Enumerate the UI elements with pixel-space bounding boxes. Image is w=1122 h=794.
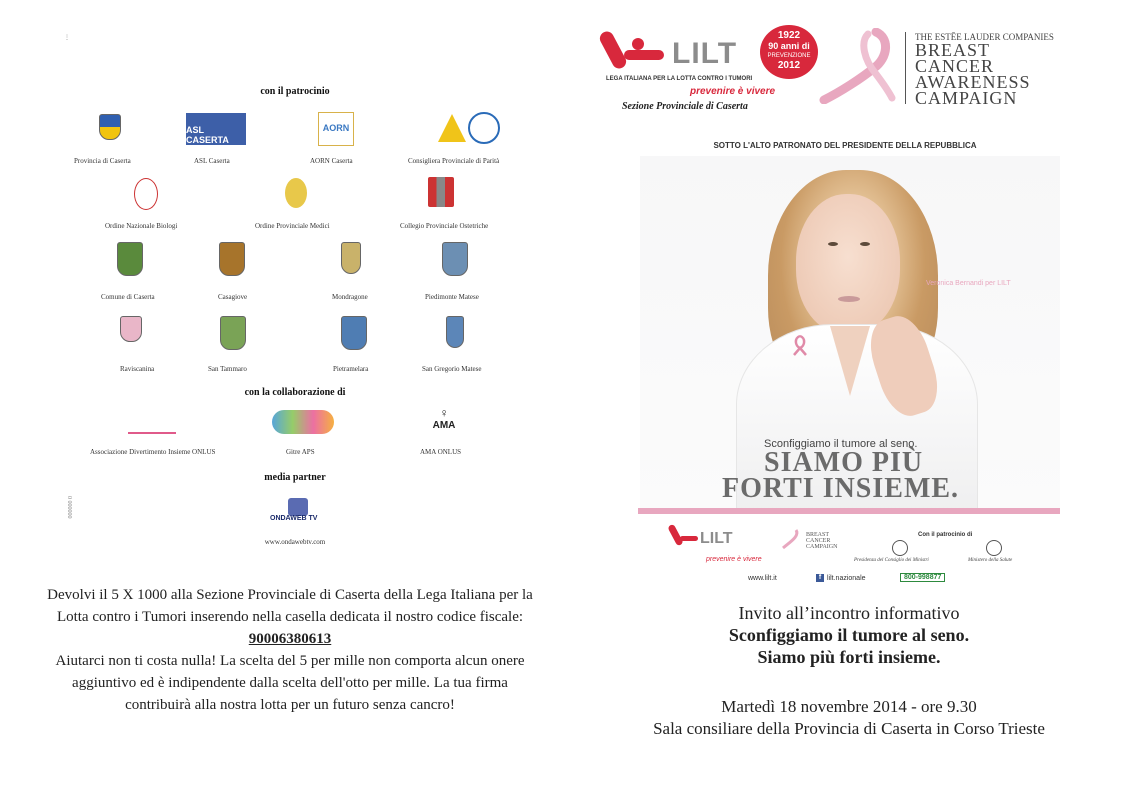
- ministry-label: Ministero della Salute: [968, 558, 1013, 563]
- tv-icon: [288, 498, 308, 516]
- scan-mark: 0 000000: [66, 496, 72, 519]
- patron-label: Ordine Nazionale Biologi: [105, 222, 178, 230]
- invitation-block: [610, 602, 1088, 668]
- ministry-label: Presidenza del Consiglio dei Ministri: [854, 558, 929, 563]
- person-icon: ♀: [439, 406, 449, 420]
- patronage-heading: con il patrocinio: [260, 86, 330, 97]
- patron-label: San Tammaro: [208, 365, 247, 373]
- gitre-aps-logo: [272, 410, 334, 434]
- patron-label: Pietramelara: [333, 365, 369, 373]
- donation-line: aggiuntivo ed è indipendente dalla scelta dell'otto per mille. La tua firma: [72, 675, 508, 691]
- republic-emblem-icon: [468, 112, 500, 144]
- san-tammaro-crest-icon: [220, 316, 246, 350]
- patron-label: Mondragone: [332, 293, 368, 301]
- lilt-footer-wordmark: LILT: [700, 530, 733, 547]
- portrait-face: [796, 194, 900, 334]
- campaign-title: BREAST CANCER AWARENESS CAMPAIGN: [915, 40, 1031, 108]
- donation-line: Devolvi il 5 X 1000 alla Sezione Provinciale di Caserta della Lega Italiana per la: [47, 587, 533, 603]
- facebook-page: lilt.nazionale: [827, 575, 866, 582]
- donation-text: [10, 584, 570, 716]
- patron-label: Provincia di Caserta: [74, 157, 131, 165]
- lilt-section: Sezione Provinciale di Caserta: [622, 101, 748, 112]
- patron-label: Ordine Provinciale Medici: [255, 222, 330, 230]
- collaborator-label: Associazione Divertimento Insieme ONLUS: [90, 448, 216, 456]
- media-url: www.ondawebtv.com: [264, 538, 326, 546]
- event-date: Martedì 18 novembre 2014 - ore 9.30: [721, 697, 977, 716]
- event-place: Sala consiliare della Provincia di Caserta in Corso Trieste: [653, 719, 1045, 738]
- caserta-crest-icon: [117, 242, 143, 276]
- toll-free-number: 800-998877: [900, 573, 945, 582]
- lilt-subtitle: LEGA ITALIANA PER LA LOTTA CONTRO I TUMORI: [606, 76, 753, 82]
- parity-warning-icon: [438, 114, 466, 142]
- invite-title: Invito all’incontro informativo: [738, 603, 960, 623]
- scan-mark: ⋮: [64, 35, 70, 41]
- lilt-footer-slogan: prevenire è vivere: [706, 556, 762, 563]
- lilt-wordmark: LILT: [672, 37, 738, 70]
- pink-ribbon-icon: [818, 28, 896, 104]
- lilt-website: www.lilt.it: [748, 575, 777, 582]
- donation-line: Lotta contro i Tumori inserendo nella casella dedicata il nostro codice fiscale:: [56, 609, 524, 625]
- fiscal-code: 90006380613: [248, 631, 332, 647]
- patron-label: AORN Caserta: [310, 157, 353, 165]
- casagiove-crest-icon: [219, 242, 245, 276]
- pietramelara-crest-icon: [341, 316, 367, 350]
- patron-label: Comune di Caserta: [101, 293, 155, 301]
- collaborator-label: AMA ONLUS: [420, 448, 462, 456]
- donation-line: contribuirà alla nostra lotta per un futuro senza cancro!: [125, 697, 455, 713]
- ostetriche-logo-icon: [428, 177, 454, 207]
- invite-subtitle: Sconfiggiamo il tumore al seno.: [728, 625, 970, 645]
- ribbon-footer-icon: [780, 528, 802, 550]
- media-partner-heading: media partner: [264, 472, 326, 483]
- event-details: [610, 696, 1088, 740]
- patron-label: Casagiove: [218, 293, 248, 301]
- lilt-footer-figure-icon: [672, 522, 696, 548]
- patron-label: San Gregorio Matese: [422, 365, 482, 373]
- patron-label: Raviscanina: [120, 365, 155, 373]
- footer-patronage-label: Con il patrocinio di: [918, 532, 973, 538]
- campaign-poster: [640, 156, 1060, 512]
- divertimento-insieme-logo: [128, 410, 176, 434]
- collaboration-heading: con la collaborazione di: [244, 387, 346, 398]
- patron-label: Collegio Provinciale Ostetriche: [400, 222, 489, 230]
- ama-onlus-logo: ♀ AMA: [424, 406, 464, 431]
- raviscanina-crest-icon: [120, 316, 142, 342]
- portrait-eye: [860, 242, 870, 246]
- pink-band: [638, 508, 1060, 514]
- aorn-caserta-logo: AORN: [318, 112, 354, 146]
- donation-line: Aiutarci non ti costa nulla! La scelta del 5 per mille non comporta alcun onere: [55, 653, 525, 669]
- portrait-lips: [838, 296, 860, 302]
- lilt-figure-icon: [606, 26, 666, 70]
- invite-subtitle: Siamo più forti insieme.: [757, 647, 941, 667]
- lilt-slogan: prevenire è vivere: [690, 86, 776, 97]
- photo-credit: Veronica Bernandi per LILT: [926, 280, 1011, 287]
- biologi-seal-icon: [134, 178, 158, 210]
- san-gregorio-crest-icon: [446, 316, 464, 348]
- divider: [905, 32, 906, 104]
- facebook-icon: f: [816, 574, 824, 582]
- mondragone-crest-icon: [341, 242, 361, 274]
- piedimonte-crest-icon: [442, 242, 468, 276]
- patron-label: Consigliera Provinciale di Parità: [408, 157, 500, 165]
- provincia-caserta-crest-icon: [99, 114, 121, 140]
- government-emblem-icon: [892, 540, 908, 556]
- collaborator-label: Gitre APS: [286, 448, 315, 456]
- patron-label: Piedimonte Matese: [425, 293, 479, 301]
- ondaweb-tv-logo: ONDAWEB TV: [270, 498, 316, 528]
- presidential-patronage: SOTTO L'ALTO PATRONATO DEL PRESIDENTE DELLA REPUBBLICA: [713, 141, 977, 150]
- patron-label: ASL Caserta: [194, 157, 230, 165]
- estee-lauder-label: THE ESTĒE LAUDER COMPANIES: [915, 32, 1054, 42]
- pink-ribbon-pin-icon: [792, 334, 808, 356]
- anniversary-badge: 1922 90 anni di PREVENZIONE 2012: [760, 25, 818, 79]
- portrait-eye: [828, 242, 838, 246]
- poster-headline: SIAMO PIÙ FORTI INSIEME.: [722, 447, 960, 504]
- campaign-footer-mark: BREAST CANCER CAMPAIGN: [806, 532, 838, 550]
- asl-caserta-logo: ASL CASERTA: [186, 113, 246, 145]
- government-emblem-icon: [986, 540, 1002, 556]
- poster-tagline: Sconfiggiamo il tumore al seno.: [764, 438, 918, 450]
- medici-seal-icon: [285, 178, 307, 208]
